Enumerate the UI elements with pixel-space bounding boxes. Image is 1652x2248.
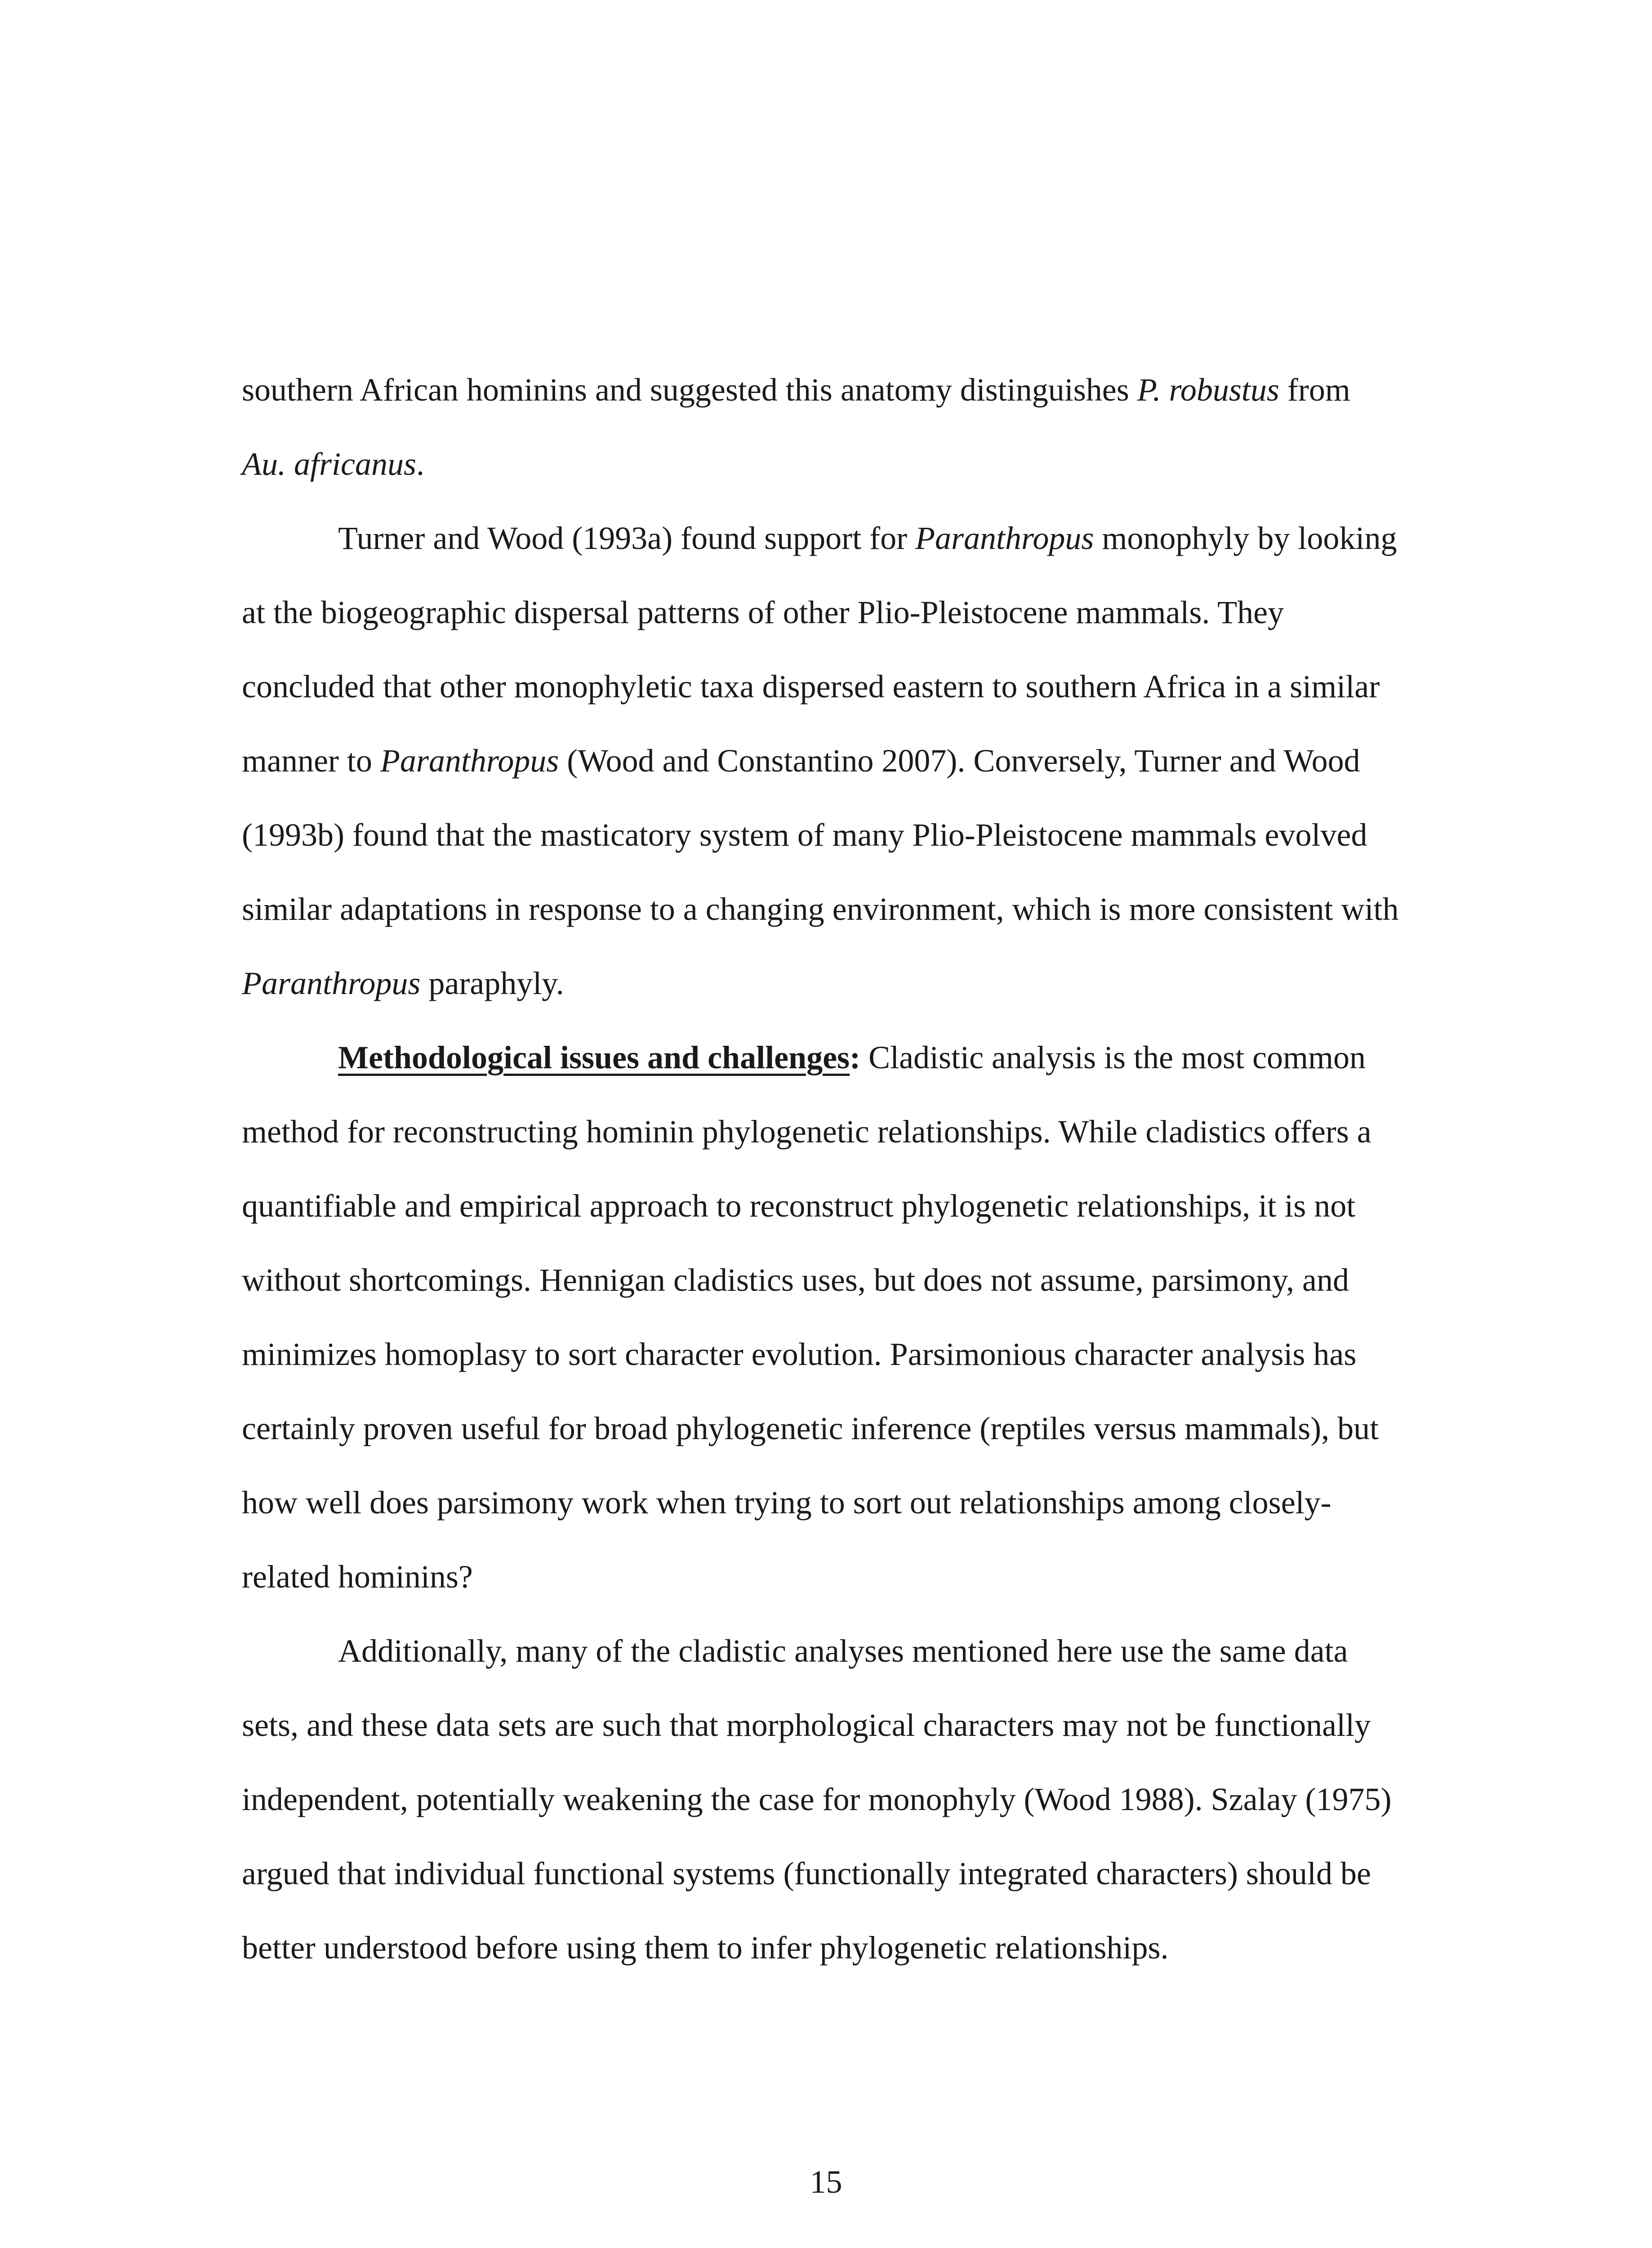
paragraph-3-line-5: minimizes homoplasy to sort character evolution. Parsimonious character analysis has bbox=[242, 1336, 1357, 1372]
text-run: southern African hominins and suggested this anatomy distinguishes bbox=[242, 372, 1137, 408]
paragraph-3-line-6: certainly proven useful for broad phylogenetic inference (reptiles versus mammals), but bbox=[242, 1410, 1379, 1446]
paragraph-3-line-2: method for reconstructing hominin phylogenetic relationships. While cladistics offers a bbox=[242, 1114, 1371, 1150]
paragraph-2-line-3: concluded that other monophyletic taxa dispersed eastern to southern Africa in a similar bbox=[242, 669, 1380, 705]
paragraph-3-line-4: without shortcomings. Hennigan cladistics uses, but does not assume, parsimony, and bbox=[242, 1262, 1349, 1298]
paragraph-2-line-4 bbox=[242, 740, 1360, 781]
paragraph-4-line-2: sets, and these data sets are such that morphological characters may not be functionally bbox=[242, 1707, 1371, 1743]
section-heading: Methodological issues and challenges bbox=[338, 1039, 850, 1075]
paragraph-2-line-2: at the biogeographic dispersal patterns of other Plio-Pleistocene mammals. They bbox=[242, 594, 1284, 630]
paragraph-1-line-1 bbox=[242, 370, 1350, 410]
taxon-name: Paranthropus bbox=[915, 520, 1094, 556]
paragraph-2-line-1 bbox=[338, 518, 1397, 558]
text-run: Cladistic analysis is the most common bbox=[860, 1039, 1366, 1075]
paragraph-3-line-1 bbox=[338, 1037, 1366, 1078]
text-run: (Wood and Constantino 2007). Conversely, Turner and Wood bbox=[559, 743, 1360, 779]
taxon-name: P. robustus bbox=[1137, 372, 1279, 408]
text-run: paraphyly. bbox=[420, 965, 564, 1001]
paragraph-3-line-3: quantifiable and empirical approach to reconstruct phylogenetic relationships, it is not bbox=[242, 1188, 1356, 1224]
paragraph-3-line-8: related hominins? bbox=[242, 1559, 473, 1595]
paragraph-2-line-5: (1993b) found that the masticatory system of many Plio-Pleistocene mammals evolved bbox=[242, 817, 1367, 853]
taxon-name: Paranthropus bbox=[242, 965, 421, 1001]
paragraph-4-line-4: argued that individual functional systems (functionally integrated characters) should be bbox=[242, 1855, 1371, 1891]
heading-colon: : bbox=[850, 1039, 861, 1075]
paragraph-3-line-7: how well does parsimony work when trying to sort out relationships among closely- bbox=[242, 1485, 1331, 1521]
taxon-name: Paranthropus bbox=[380, 743, 559, 779]
text-run: Turner and Wood (1993a) found support for bbox=[338, 520, 916, 556]
text-run: monophyly by looking bbox=[1094, 520, 1397, 556]
page-number: 15 bbox=[810, 2164, 842, 2200]
text-run: from bbox=[1279, 372, 1350, 408]
paragraph-2-line-7 bbox=[242, 963, 564, 1004]
paragraph-2-line-6: similar adaptations in response to a changing environment, which is more consistent with bbox=[242, 891, 1399, 927]
paragraph-4-line-3: independent, potentially weakening the case for monophyly (Wood 1988). Szalay (1975) bbox=[242, 1781, 1392, 1817]
paragraph-1-line-2 bbox=[242, 444, 424, 484]
paragraph-4-line-5: better understood before using them to infer phylogenetic relationships. bbox=[242, 1930, 1169, 1966]
text-run: . bbox=[416, 446, 424, 482]
text-run: manner to bbox=[242, 743, 380, 779]
paragraph-4-line-1: Additionally, many of the cladistic analyses mentioned here use the same data bbox=[338, 1633, 1348, 1669]
taxon-name: Au. africanus bbox=[242, 446, 416, 482]
